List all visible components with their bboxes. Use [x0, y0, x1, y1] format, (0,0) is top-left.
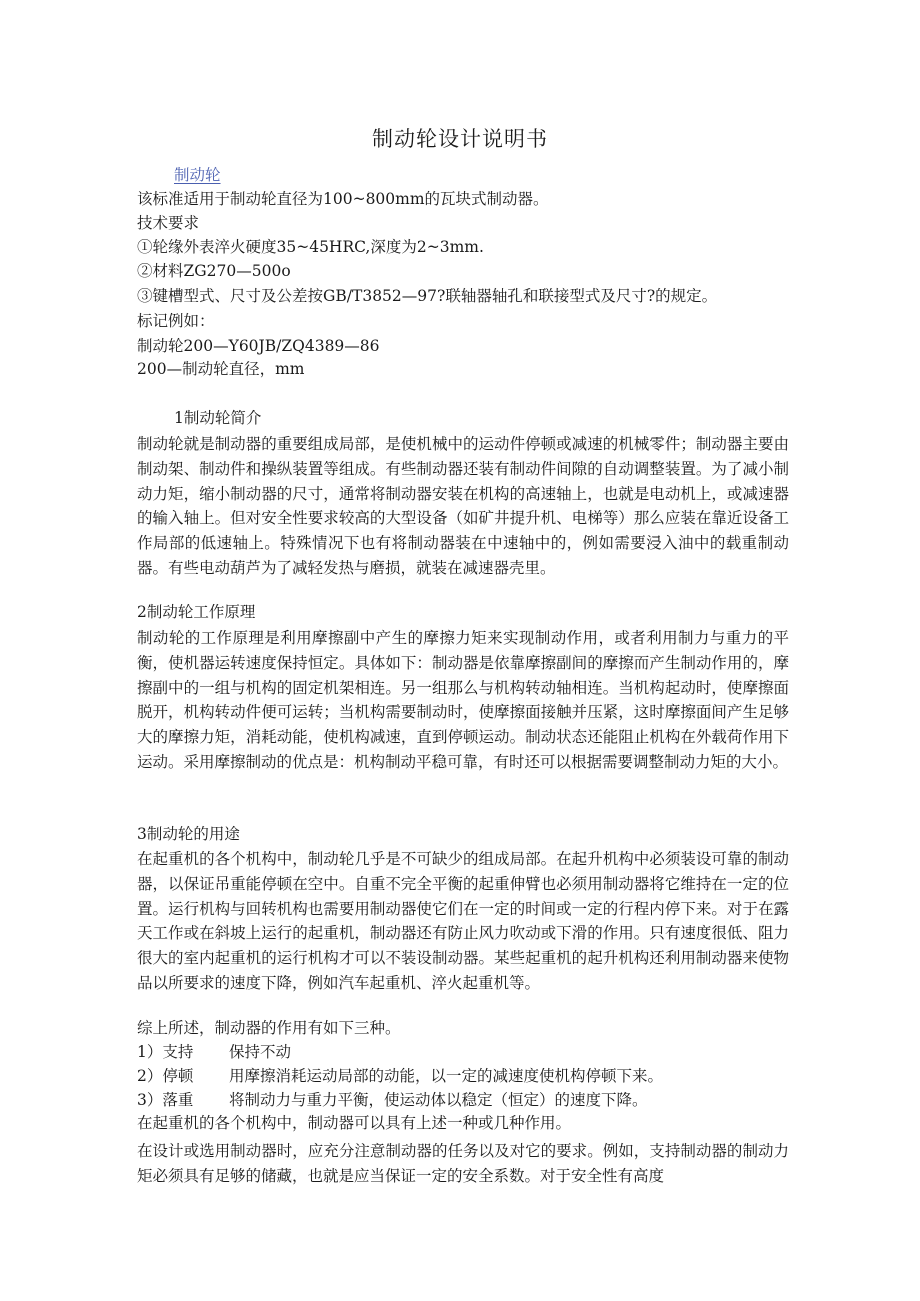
function-item-text: 用摩擦消耗运动局部的动能，以一定的减速度使机构停顿下来。: [229, 1067, 664, 1085]
brake-wheel-link[interactable]: 制动轮: [174, 166, 221, 184]
function-item-text: 将制动力与重力平衡，使运动体以稳定（恒定）的速度下降。: [229, 1091, 648, 1109]
section-3-body: 在起重机的各个机构中，制动轮几乎是不可缺少的组成局部。在起升机构中必须装设可靠的制动器，以保证吊重能停顿在空中。自重不完全平衡的起重伸臂也必须用制动器将它维持在一定的位置。运行机构与回转机构也需要用制动器使它们在一定的时间或一定的行程内停下来。对于在露天工作或在斜坡上运行的起重机，制动器还有防止风力吹动或下滑的作用。只有速度很低、阻力很大的室内起重机的运行机构才可以不装设制动器。某些起重机的起升机构还利用制动器来使物品以所要求的速度下降，例如汽车起重机、淬火起重机等。: [137, 850, 789, 992]
requirement-1: ①轮缘外表淬火硬度35~45HRC,深度为2~3mm.: [137, 238, 484, 256]
section-1-heading: 1制动轮简介: [174, 409, 262, 427]
scope-statement: 该标准适用于制动轮直径为100~800mm的瓦块式制动器。: [137, 190, 549, 208]
function-item-label: 1）支持: [137, 1043, 194, 1061]
function-item-label: 2）停顿: [137, 1067, 194, 1085]
functions-note: 在起重机的各个机构中，制动器可以具有上述一种或几种作用。: [137, 1114, 572, 1132]
function-item-1: [137, 1040, 291, 1064]
requirement-2: ②材料ZG270—500o: [137, 262, 291, 280]
tech-requirements-heading: 技术要求: [137, 214, 200, 232]
section-2-heading: 2制动轮工作原理: [137, 603, 256, 621]
marking-explanation: 200—制动轮直径，mm: [137, 360, 305, 378]
function-item-text: 保持不动: [229, 1043, 292, 1061]
summary-line: 综上所述，制动器的作用有如下三种。: [137, 1019, 401, 1037]
section-3-heading: 3制动轮的用途: [137, 825, 240, 843]
requirement-3: ③键槽型式、尺寸及公差按GB/T3852—97?联轴器轴孔和联接型式及尺寸?的规定。: [137, 287, 718, 305]
marking-example: 制动轮200—Y60JB/ZQ4389—86: [137, 337, 380, 355]
section-2-body: 制动轮的工作原理是利用摩擦副中产生的摩擦力矩来实现制动作用，或者利用制力与重力的平衡，使机器运转速度保持恒定。具体如下：制动器是依靠摩擦副间的摩擦而产生制动作用的，摩擦副中的一组与机构的固定机架相连。另一组那么与机构转动轴相连。当机构起动时，使摩擦面脱开，机构转动件便可运转；当机构需要制动时，使摩擦面接触并压紧，这时摩擦面间产生足够大的摩擦力矩，消耗动能，使机构减速，直到停顿运动。制动状态还能阻止机构在外载荷作用下运动。采用摩擦制动的优点是：机构制动平稳可靠，有时还可以根据需要调整制动力矩的大小。: [137, 629, 789, 771]
function-item-3: [137, 1088, 648, 1112]
marking-example-heading: 标记例如：: [137, 312, 215, 330]
function-item-2: [137, 1064, 663, 1088]
design-paragraph: 在设计或选用制动器时，应充分注意制动器的任务以及对它的要求。例如，支持制动器的制动力矩必须具有足够的储藏，也就是应当保证一定的安全系数。对于安全性有高度: [137, 1142, 789, 1185]
function-item-label: 3）落重: [137, 1091, 194, 1109]
document-title: 制动轮设计说明书: [372, 127, 548, 151]
section-1-body: 制动轮就是制动器的重要组成局部，是使机械中的运动件停顿或减速的机械零件；制动器主要由制动架、制动件和操纵装置等组成。有些制动器还装有制动件间隙的自动调整装置。为了减小制动力矩，缩小制动器的尺寸，通常将制动器安装在机构的高速轴上，也就是电动机上，或减速器的输入轴上。但对安全性要求较高的大型设备（如矿井提升机、电梯等）那么应装在靠近设备工作局部的低速轴上。特殊情况下也有将制动器装在中速轴中的，例如需要浸入油中的载重制动器。有些电动葫芦为了减轻发热与磨损，就装在减速器壳里。: [137, 435, 789, 577]
